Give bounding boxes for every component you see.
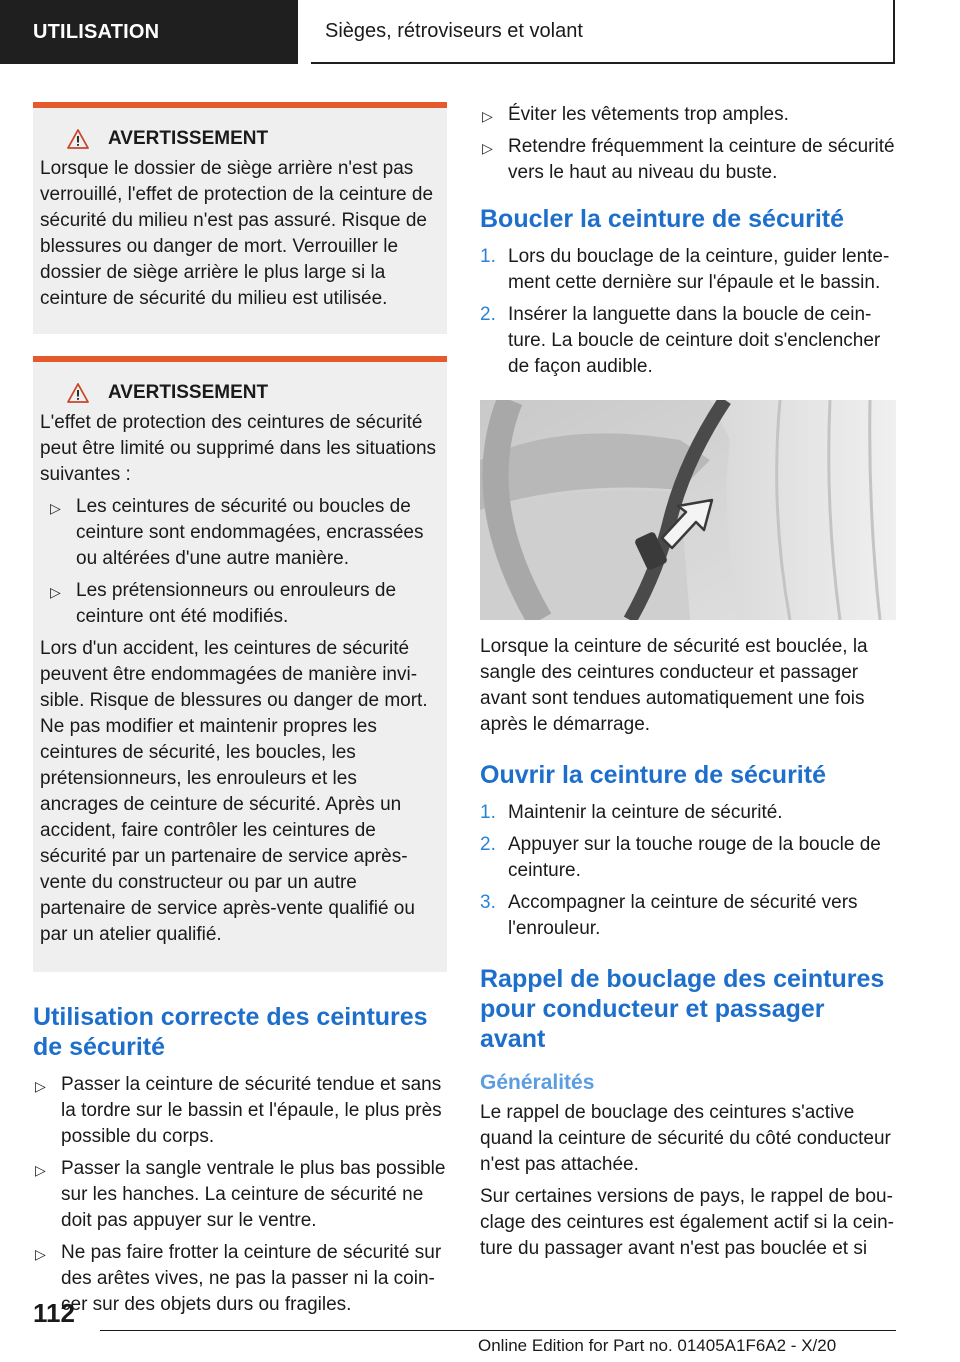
page-number: 112 (33, 1298, 75, 1328)
left-column (33, 102, 447, 1324)
warning-text: Lorsque le dossier de siège arrière n'est pas verrouillé, l'effet de protection de la ceinture de sécurité du milieu n'est pas assuré. Risque de blessures ou danger de mort. Verrouiller le dossier de siège arrière le plus large si la ceinture de sécurité du milieu est utilisée. (40, 158, 434, 309)
footer-rule (100, 1330, 896, 1331)
list-item: ▷ Éviter les vêtements trop amples. (480, 102, 896, 128)
warning-box-1 (33, 102, 447, 334)
triangle-bullet-icon: ▷ (482, 108, 493, 124)
triangle-bullet-icon: ▷ (35, 1162, 46, 1178)
section-heading-correct-use: Utilisation correcte des ceintures de sécurité (33, 1003, 428, 1061)
buckle-after-text: Lorsque la ceinture de sécurité est bouclée, la sangle des ceintures conducteur et passager avant sont tendues automatiquement une fois après le démarrage. (480, 636, 868, 735)
warning-triangle-icon (67, 383, 89, 403)
warning-title-text: AVERTISSEMENT (108, 128, 269, 149)
warning-title (40, 382, 438, 404)
warning-text: Lors d'un accident, les ceintures de sécurité peuvent être endommagées de manière invisible. Risque de blessures ou danger de mort. Ne pas modifier et maintenir propres les ceintures de sécurité, les boucles, les prétensionneurs, les enrouleurs et les ancrages de ceinture de sécurité. Après un accident, faire contrôler les ceintures de sécurité par un partenaire de service après-vente du constructeur ou par un autre partenaire de service après-vente qualifié ou par un atelier qualifié. (40, 638, 428, 945)
list-item: ▷ Ne pas faire frotter la ceinture de sécurité sur des arêtes vives, ne pas la passer ni la coincer sur des objets durs ou fragiles. (35, 1242, 442, 1315)
list-item: ▷ Passer la sangle ventrale le plus bas possible sur les hanches. La ceinture de sécurité ne doit pas appuyer sur le ventre. (35, 1158, 446, 1231)
step-item: 1. Maintenir la ceinture de sécurité. (480, 802, 783, 823)
section-heading-open: Ouvrir la ceinture de sécurité (480, 761, 826, 789)
triangle-bullet-icon: ▷ (35, 1246, 46, 1262)
subheading-general: Généralités (480, 1071, 595, 1094)
buckle-steps (480, 244, 896, 380)
warning-box-2 (33, 356, 447, 972)
triangle-bullet-icon: ▷ (50, 500, 61, 516)
correct-use-list-continued (480, 102, 896, 186)
section-heading-buckle: Boucler la ceinture de sécurité (480, 205, 845, 233)
triangle-bullet-icon: ▷ (50, 584, 61, 600)
header-chapter: Sièges, rétroviseurs et volant (311, 0, 895, 64)
warning-list (48, 494, 438, 630)
right-column (480, 102, 896, 1262)
list-item: ▷ Les ceintures de sécurité ou boucles de ceinture sont endommagées, encrassées ou altérées d'une autre manière. (50, 496, 424, 569)
reminder-paragraph-2: Sur certaines versions de pays, le rappel de bouclage des ceintures est également actif si la ceinture du passager avant n'est pas bouclée et si (480, 1186, 894, 1259)
open-steps (480, 800, 896, 942)
section-heading-reminder: Rappel de bouclage des ceintures pour conducteur et passager avant (480, 965, 885, 1053)
header-divider (298, 0, 311, 64)
reminder-paragraph-1: Le rappel de bouclage des ceintures s'active quand la ceinture de sécurité du côté conducteur n'est pas attachée. (480, 1102, 891, 1175)
step-item: 1. Lors du bouclage de la ceinture, guider lentement cette dernière sur l'épaule et le bassin. (480, 246, 890, 293)
warning-intro: L'effet de protection des ceintures de sécurité peut être limité ou supprimé dans les situations suivantes : (40, 412, 437, 485)
warning-title (40, 128, 438, 150)
warning-title-text: AVERTISSEMENT (108, 382, 269, 403)
correct-use-list (33, 1072, 447, 1318)
step-item: 3. Accompagner la ceinture de sécurité vers l'enrouleur. (480, 892, 858, 939)
seatbelt-buckle-photo (480, 400, 896, 620)
triangle-bullet-icon: ▷ (482, 140, 493, 156)
triangle-bullet-icon: ▷ (35, 1078, 46, 1094)
list-item: ▷ Les prétensionneurs ou enrouleurs de ceinture ont été modifiés. (50, 580, 397, 627)
list-item: ▷ Passer la ceinture de sécurité tendue et sans la tordre sur le bassin et l'épaule, le plus près possible du corps. (35, 1074, 442, 1147)
warning-triangle-icon (67, 129, 89, 149)
step-item: 2. Appuyer sur la touche rouge de la boucle de ceinture. (480, 834, 881, 881)
step-item: 2. Insérer la languette dans la boucle de ceinture. La boucle de ceinture doit s'enclencher de façon audible. (480, 304, 881, 377)
list-item: ▷ Retendre fréquemment la ceinture de sécurité vers le haut au niveau du buste. (482, 136, 895, 183)
footer-edition: Online Edition for Part no. 01405A1F6A2 - X/20 (478, 1336, 837, 1355)
header-section: UTILISATION (0, 0, 298, 64)
